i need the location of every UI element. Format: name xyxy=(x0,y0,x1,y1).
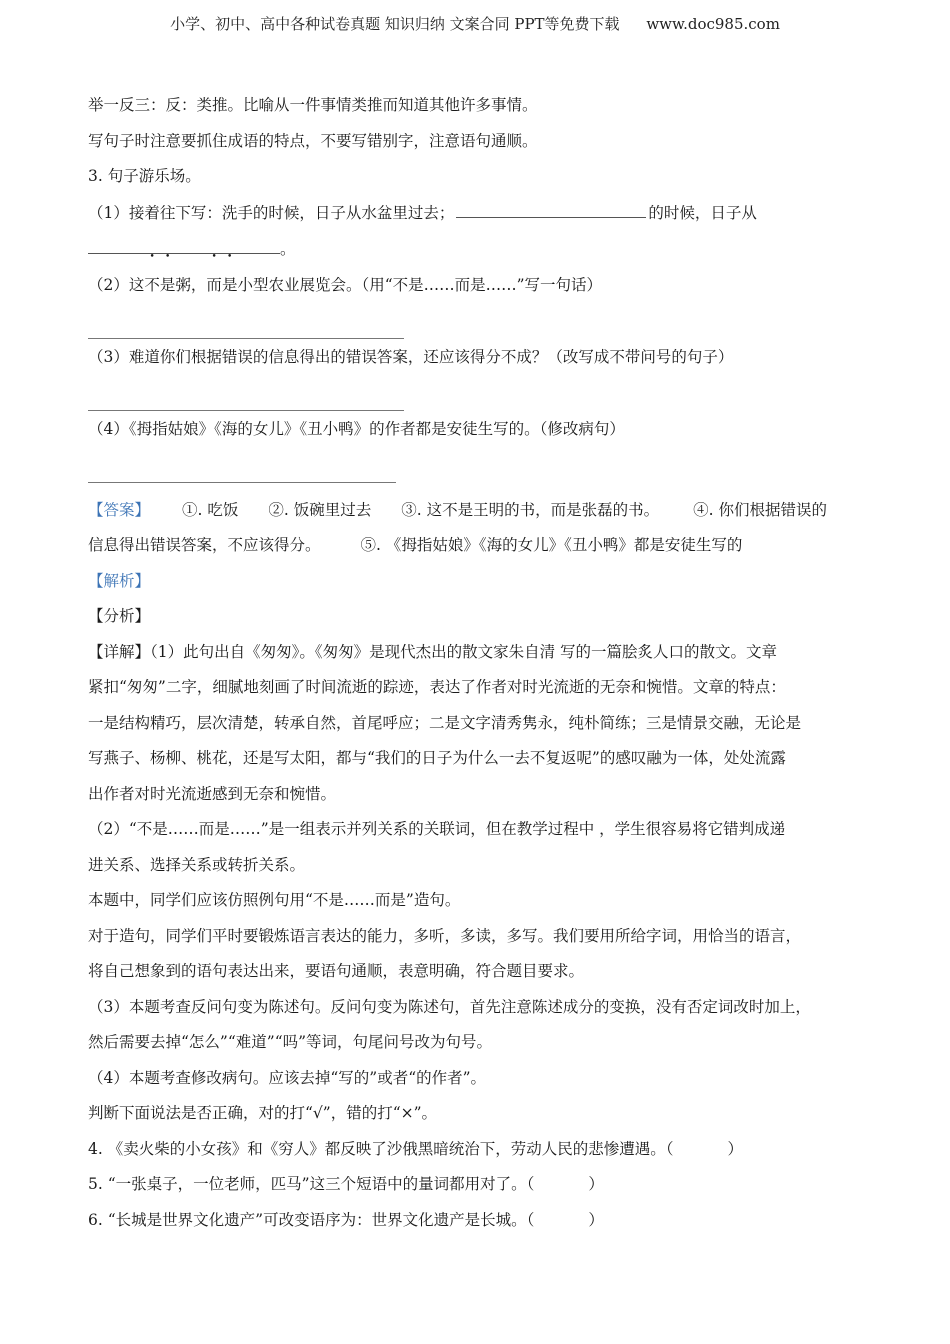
sub2-mid: 粥， xyxy=(175,275,207,294)
question-4 xyxy=(88,1132,868,1168)
answer-blank-1[interactable] xyxy=(456,199,646,218)
detail-line-3: 一是结构精巧，层次清楚，转承自然，首尾呼应；二是文字清秀隽永，纯朴简练；三是情景交融，无论是 xyxy=(88,713,802,732)
detail-label: 【详解】 xyxy=(88,642,151,661)
paren-close: ） xyxy=(588,1175,604,1193)
emphasis-char: 不 xyxy=(144,275,160,294)
answer-3: ③. 这不是王明的书，而是张磊的书。 xyxy=(401,500,660,519)
detail-2-line-5: 将自己想象到的语句表达出来，要语句通顺，表意明确，符合题目要求。 xyxy=(88,962,585,980)
page-header xyxy=(0,13,950,34)
sub1-end: 。 xyxy=(280,239,296,258)
answer-label: 【答案】 xyxy=(88,500,151,519)
sub1-text-a: （1）接着往下写：洗手的时候，日子从水盆里过去； xyxy=(88,203,455,222)
answer-5: ⑤. 《拇指姑娘》《海的女儿》《丑小鸭》都是安徒生写的 xyxy=(360,536,743,554)
detail-3-line-2: 然后需要去掉“怎么”“难道”“吗”等词，句尾问号改为句号。 xyxy=(88,1033,493,1051)
answer-4-start: ④. 你们根据错误的 xyxy=(693,500,827,519)
paren-close: ） xyxy=(727,1139,743,1158)
question-3-sub-2 xyxy=(88,267,868,303)
answer-line-4[interactable] xyxy=(88,447,396,483)
sub1-text-b: 的时候，日子从 xyxy=(648,203,757,222)
question-6-text: 6. “长城是世界文化遗产”可改变语序为：世界文化遗产是长城。（ xyxy=(88,1210,535,1229)
answer-line-b xyxy=(88,528,868,564)
detail-2-line-2: 进关系、选择关系或转折关系。 xyxy=(88,855,306,874)
question-3-sub-1-cont xyxy=(88,231,868,267)
question-3-sub-1 xyxy=(88,195,868,231)
answer-1: ①. 吃饭 xyxy=(182,500,239,519)
answer-line-2[interactable] xyxy=(88,303,404,339)
answer-line-3[interactable] xyxy=(88,375,404,411)
answer-blank-2[interactable] xyxy=(88,235,280,254)
detail-line-1 xyxy=(88,635,868,671)
answer-2: ②. 饭碗里过去 xyxy=(268,500,372,519)
detail-2-line-3: 本题中，同学们应该仿照例句用“不是……而是”造句。 xyxy=(88,891,461,909)
detail-text: （1）此句出自《匆匆》。《匆匆》是现代杰出的散文家朱自清 写的一篇脍炙人口的散文。文章 xyxy=(150,642,778,661)
header-text: 小学、初中、高中各种试卷真题 知识归纳 文案合同 PPT等免费下载 xyxy=(170,15,620,33)
question-4-text: 4. 《卖火柴的小女孩》和《穷人》都反映了沙俄黑暗统治下，劳动人民的悲惨遭遇。（ xyxy=(88,1139,674,1158)
question-3-title: 3. 句子游乐场。 xyxy=(88,167,201,185)
answer-line-a xyxy=(88,493,868,529)
emphasis-char: 是 xyxy=(159,275,176,294)
document-body xyxy=(88,88,868,1238)
question-5-text: 5. “一张桌子，一位老师，匹马”这三个短语中的量词都用对了。（ xyxy=(88,1175,535,1193)
emphasis-char: 是 xyxy=(221,275,238,294)
intro-line-1: 举一反三：反：类推。比喻从一件事情类推而知道其他许多事情。 xyxy=(88,96,538,114)
detail-line-4: 写燕子、杨柳、桃花，还是写太阳，都与“我们的日子为什么一去不复返呢”的感叹融为一体，处处流露 xyxy=(88,749,786,767)
detail-4-line: （4）本题考查修改病句。应该去掉“写的”或者“的作者”。 xyxy=(88,1068,487,1087)
judge-intro: 判断下面说法是否正确，对的打“√”，错的打“×”。 xyxy=(88,1104,438,1122)
detail-2-line-1: （2）“不是……而是……”是一组表示并列关系的关联词，但在教学过程中 ，学生很容易将它错判成递 xyxy=(88,820,786,838)
analysis-label: 【解析】 xyxy=(88,571,151,590)
sub2-pre: （2）这 xyxy=(88,275,145,294)
intro-line-2: 写句子时注意要抓住成语的特点，不要写错别字，注意语句通顺。 xyxy=(88,131,538,150)
answer-4-end: 信息得出错误答案，不应该得分。 xyxy=(88,536,321,554)
question-6 xyxy=(88,1203,868,1239)
paren-close: ） xyxy=(588,1210,604,1229)
fenxi-label: 【分析】 xyxy=(88,607,151,625)
header-site[interactable]: www.doc985.com xyxy=(646,15,780,33)
question-5 xyxy=(88,1167,868,1203)
detail-3-line-1: （3）本题考查反问句变为陈述句。反问句变为陈述句，首先注意陈述成分的变换，没有否定词改时加上， xyxy=(88,997,811,1016)
emphasis-char: 而 xyxy=(206,275,222,294)
sub2-post: 小型农业展览会。（用“不是……而是……”写一句话） xyxy=(237,275,603,294)
question-3-sub-4: （4）《拇指姑娘》《海的女儿》《丑小鸭》的作者都是安徒生写的。（修改病句） xyxy=(88,419,625,438)
detail-line-2: 紧扣“匆匆”二字，细腻地刻画了时间流逝的踪迹，表达了作者对时光流逝的无奈和惋惜。文章的特点： xyxy=(88,678,786,696)
question-3-sub-3: （3）难道你们根据错误的信息得出的错误答案，还应该得分不成？（改写成不带问号的句子） xyxy=(88,347,734,366)
detail-2-line-4: 对于造句，同学们平时要锻炼语言表达的能力，多听，多读，多写。我们要用所给字词，用恰当的语言， xyxy=(88,926,802,945)
detail-line-5: 出作者对时光流逝感到无奈和惋惜。 xyxy=(88,784,337,803)
